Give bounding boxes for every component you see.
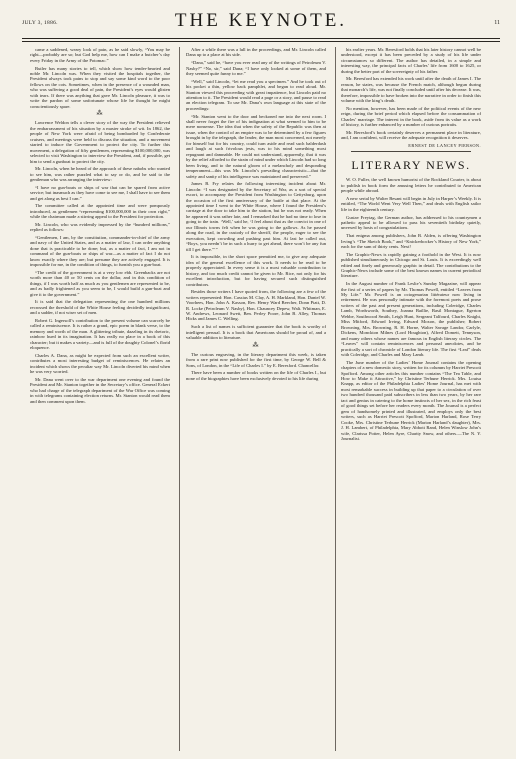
- article-column-2: [186, 47, 326, 751]
- paragraph: “Mr. Stanton went to the door and beckoned me into the next room. I shall never forget the fire of his indignation at what seemed to him to be mere nonsense. The idea that when the safety of the Republic was then at issue, when the control of an empire was to be determined by a few figures brought in by the telegraph, the leader, the man most concerned, not merely for himself but for his country, could turn aside and read such balderdash and laugh at such frivolous jests, was to his mind something most repugnant and damnable. He could not understand, apparently, that it was by the relief afforded to the strain of mind under which Lincoln had so long been living, and to the natural gloom of a melancholy and desponding temperament—this was Mr. Lincoln’s prevailing characteristic—that the safety and sanity of his intelligence was maintained and preserved.”: [186, 113, 326, 179]
- paragraph: There have been a number of books written on the life of Charles I., but none of the biographies have been exclusively devoted to his life during: [186, 370, 326, 381]
- header-rule-top: [22, 38, 500, 39]
- column-divider-2: [335, 47, 336, 751]
- section-separator-icon: ⁂: [252, 342, 260, 349]
- paragraph: Mr. Lincoln, who was evidently impressed by the “hundred millions,” replied as follows:: [30, 221, 170, 233]
- paragraph: The committee called at the appointed time and were pompously introduced, as gentlemen “representing $100,000,000 in their own right,” while the chairman made a stirring appeal to the President for protection.: [30, 203, 170, 220]
- paragraph: Mr. Beresford has extended his work until after the death of James I. The reason, he states, was because the French match, although begun during that monarch’s life, was not finally concluded until after his decease. It was, therefore, impossible to have broken into the narrative in order to finish this volume with the king’s death.: [341, 76, 481, 104]
- paragraph: Charles A. Dana, as might be expected from such an excellent writer, contributes a most interesting budget of reminiscences. He relates an incident which shows the peculiar way Mr. Lincoln diverted his mind when he was very worried.: [30, 352, 170, 375]
- author-signature: ERNEST DE LANCEY PIERSON.: [408, 143, 481, 148]
- paragraph: Such a list of names is sufficient guarantee that the book is worthy of intelligent perusal. It is a book that Americans should be proud of, and a valuable addition to literature.: [186, 324, 326, 340]
- paragraph: his earlier years. Mr. Beresford holds that his later history cannot well be understood, except it has been preceded by a study of his life under circumstances so different. The author has detailed, in a simple and interesting way, the principal facts of Charles’ life from 1600 to 1625, or during the better part of the sovereignty of his father.: [341, 47, 481, 74]
- article-column-3: [341, 47, 481, 751]
- paragraph: came a saddened, weary look of pain, as he said slowly, “You may be right—probably are so; but God help me, how can I make a butcher’s day every Friday in the Army of the Potomac.”: [30, 47, 170, 63]
- news-item: A new serial by Walter Besant will begin in July in Harper’s Weekly. It is entitled, “The World Went Very Well Then,” and deals with English sailor life in the eighteenth century.: [341, 196, 481, 212]
- news-item: W. O. Fuller, the well known humorist of the Rockland Courier, is about to publish in book form the amusing letters he contributed to American people while abroad.: [341, 177, 481, 194]
- section-separator-icon: ⁂: [96, 111, 104, 118]
- paragraph: “I have no gun-boats or ships of war that can be spared from active service; but inasmuch as they have come to see me, I shall have to see them and get along as best I can.”: [30, 184, 170, 201]
- paragraph: “Well,” said Lincoln, “let me read you a specimen.” And he took out of his pocket a thin, yellow back pamphlet, and began to read aloud. Mr. Stanton viewed this proceeding with great impatience, but Lincoln paid no attention to it. The President would read a page or a story, and pause to read an election telegram. To use Mr. Dana’s own language at this state of the proceedings:: [186, 78, 326, 111]
- masthead-title: THE KEYNOTE.: [174, 10, 348, 31]
- paragraph: After a while there was a lull in the proceedings, and Mr. Lincoln called Dana up to a place at his side.: [186, 47, 326, 58]
- paragraph: Lawrence Weldon tells a clever story of the way the President relieved the embarrassment of his situation by a master stroke of wit. In 1862, the people of New York were afraid of being bombarded by Confederate cruisers, and meetings were held to discuss the situation, and a movement started to induce the Government to protect the city. To further this movement, a delegation of fifty gentlemen, representing $100,000,000, was selected to visit Washington to interview the President, and, if possible, get him to send a gunboat to protect the city.: [30, 120, 170, 164]
- news-item: In the August number of Frank Leslie’s Sunday Magazine, will appear the first of a series of papers by Mr. Thomas Powell, entitled “Leaves from My Life.” Mr. Powell is an octogenarian littérateur now living in retirement. He was personally intimate with the foremost poets and prose writers of the past and present generations, including Coleridge, Charles Lamb, Wordsworth, Southey, Joanna Baillie, Basil Montague, Egerton Webbe, Southwood Smith, Leigh Hunt, Sergeant Talfourd, Charles Knight, Miss Mitford, Edward Irving, Edward Moxon, the publisher; Robert Browning, Mrs. Browning, R. H. Horne, Walter Savage Landor, Carlyle, Dickens, Monckton Milnes (Lord Houghton), Alfred Domett, Tennyson, and many others whose names are famous in English literary circles. The “Leaves” will contain reminiscences and personal anecdotes, and be practically a sort of chronicle of London literary life. The first “Leaf” deals with Coleridge, and Charles and Mary Lamb.: [341, 281, 481, 357]
- paragraph: Mr. Lincoln, when he heard of the approach of these nabobs who wanted to see him, was rather puzzled what to say or do, and he said to the gentleman who was arranging the interview:: [30, 166, 170, 183]
- section-rule: [351, 151, 471, 152]
- review-conclusion: [341, 47, 481, 141]
- page-number: 11: [494, 20, 500, 26]
- news-item: Gustav Freytag, the German author, has addressed to his countrymen a pathetic appeal to be allowed to pass his seventieth birthday quietly, unvexed by hosts of congratulations.: [341, 214, 481, 231]
- paragraph: Robert G. Ingersoll’s contribution to the present volume can scarcely be called a reminiscence. It is rather a grand, epic poem in blank verse, to the memory and worth of the man. A glittering tribute, dazzling in its rhetoric, rainbow hued in its imagination. It has really no place in a book of this character; but it makes a variety—and is full of the doughty Colonel’s florid eloquence.: [30, 317, 170, 351]
- paragraph: James B. Fry relates the following interesting incident about Mr. Lincoln: “I was designated by the Secretary of War, as a sort of special escort, to accompany the President from Washington to Gettysburg, upon the occasion of the first anniversary of the battle at that place. At the appointed time I went to the White House, where I found the President’s carriage at the door to take him to the station, but he was not ready. When he appeared it was rather late, and I remarked that he had no time to lose in going to the train. ‘Well,’ said he, ‘I feel about that as the convict in one of our Illinois towns felt when he was going to the gallows. As he passed along the road, in the custody of the sheriff, the people, eager to see the execution, kept crowding and pushing past him. At last he called out, “Boys, you needn’t be in such a hurry to get ahead, there won’t be any fun till I get there.”’”: [186, 181, 326, 252]
- literary-news-items: [341, 177, 481, 441]
- paragraph: It is said that the delegation representing the one hundred millions recrossed the threshold of the White House feeling decidedly insignificant, and a sadder, if not wiser set of men.: [30, 299, 170, 316]
- paragraph: “Dana,” said he, “have you ever read any of the writings of Petroleum V. Nasby?” “No, sir,” said Dana; “I have only looked at some of them, and they seemed quite funny to me.”: [186, 60, 326, 76]
- paragraph: Mr. Dana went over to the war department one evening and found the President and Mr. Stanton together in the Secretary’s office. General Eckert who had charge of the telegraph department of the War Office was coming in with telegrams containing election returns. Mr. Stanton would read them and then comment upon them.: [30, 376, 170, 404]
- paragraph: No mention, however, has been made of the political events of the new reign, during the brief period which elapsed before the consummation of Charles’ marriage. The interest in the book, aside from its value as a work of history, is further enhanced by a number of curious portraits.: [341, 105, 481, 128]
- paragraph: “The credit of the government is at a very low ebb. Greenbacks are not worth more than 40 or 50 cents on the dollar, and in this condition of things, if I was worth half as much as you gentlemen are represented to be, and as badly frightened as you seem to be, I would build a gun-boat and give it to the government.”: [30, 269, 170, 297]
- news-item: That enigma among publishers, John B. Alden, is offering Washington Irving’s “The Sketch Book,” and “Knickerbocker’s History of New York,” each for the sum of thirty cents. Next!: [341, 233, 481, 249]
- page-header: [22, 6, 500, 36]
- header-rule-bottom: [22, 41, 500, 42]
- column-divider-1: [179, 47, 180, 751]
- article-column-1: [30, 47, 170, 751]
- paragraph: Mr. Beresford’s book certainly deserves a permanent place in literature, and, I am confident, will receive the adequate recognition it deserves.: [341, 129, 481, 141]
- literary-news-heading: LITERARY NEWS.: [351, 158, 471, 173]
- news-item: The Graphic-News is rapidly gaining a foothold in the West. It is now published simultaneously in Chicago and St. Louis. It is exceedingly well edited and finely and generously graphic in detail. The contributions to the Graphic-News include some of the best known names in current periodical literature.: [341, 251, 481, 279]
- paragraph: It is impossible, in the short space permitted me, to give any adequate idea of the general excellence of this work. It needs to be read to be properly appreciated. In every sense it is a most valuable contribution to history, and too much credit cannot be given to Mr. Rice, not only for his excellent introduction, but for having secured such distinguished contributors.: [186, 254, 326, 287]
- paragraph: Besides those writers I have quoted from, the following are a few of the writers represented: Hon. Cassius M. Clay, A. H. Markland, Hon. Daniel W. Voorhees, Hon. John A. Kasson, Rev. Henry Ward Beecher, Donn Piatt, D. R. Locke (Petroleum V. Nasby), Hon. Chauncey Depew, Walt. Whitman, E. W. Andrews, Leonard Swett, Ben. Perley Poore, John B. Alley, Thomas Hicks and James C. Welling.: [186, 289, 326, 322]
- paragraph: The curious engraving, in the literary department this week, is taken from a rare print now published for the first time, by George W. Bell & Sons, of London, in the “Life of Charles I.” by E. Beresford. Chancellor.: [186, 351, 326, 368]
- issue-date: JULY 3, 1886.: [22, 20, 58, 26]
- news-item: The June number of the Ladies’ Home Journal contains the opening chapters of a new domestic story, written for its columns by Harriet Prescott Spofford. Among other articles this number contains “The Tea Table, and How to Make it Attractive,” by Christine Terhune Herrick. Mrs. Louisa Knapp, as editor of the Philadelphia Ladies’ Home Journal, has met with most remarkable success in building up that paper to a circulation of over two hundred thousand paid subscribers in less than two years, by her rare tact and genius in catering to the home instincts of her sex, in the rich feast of good things set before her readers every month. The Journal is a perfect gem of handsomely printed and illustrated, and employs only the best writers, such as Harriet Prescott Spofford, Marion Harland, Rose Terry Cooke, Mrs. Christine Terhune Herrick (Marion Harland’s daughter), Mrs. J. H. Lambert, of Philadelphia, Mary Abbott Rand, Helen Winslow John’s wife, Clarissa Potter, Helen Ayre, Charity Snow, and others.—The N. Y. Journalist.: [341, 359, 481, 441]
- paragraph: Butler has many stories to tell, which show how tender-hearted and noble Mr. Lincoln was. When they visited the hospitals together, the President always took pains to stop and say some kind word to the poor fellows on the cots. Sometimes, when in the presence of a wounded man, who was suffering a good deal of pain, the President’s eyes would glisten with tears. If there was anything that gave Mr. Lincoln pleasure, it was to write the pardon of some unfortunate whose life he thought he might conscientiously spare.: [30, 65, 170, 109]
- paragraph: “Gentlemen, I am, by the constitution, commander-in-chief of the army and navy of the United States, and as a matter of law, I can order anything done that is practicable to be done; but, as a matter of fact, I am not in command of the gun-boats or ships of war—as a matter of fact I do not know exactly where they are; but presume they are actively engaged. It is impossible for me, in the condition of things, to furnish you a gun-boat.: [30, 234, 170, 268]
